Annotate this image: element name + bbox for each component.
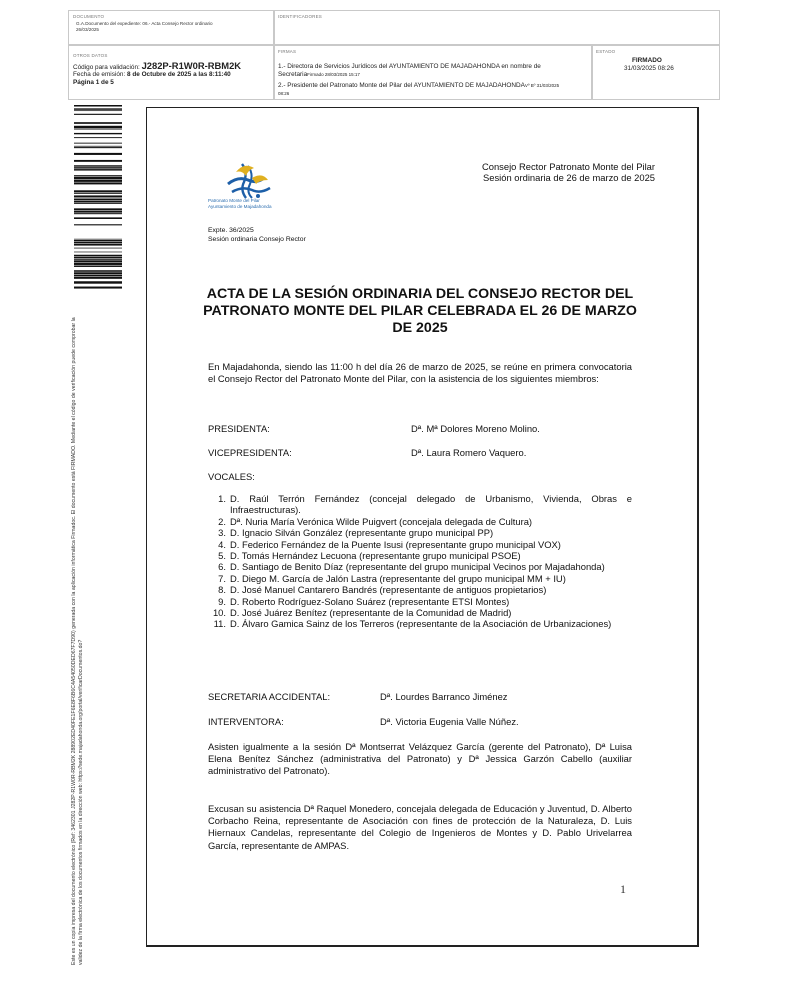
document-title: ACTA DE LA SESIÓN ORDINARIA DEL CONSEJO RECTOR DEL PATRONATO MONTE DEL PILAR CELEBRADA EL 26 DE MARZO DE 2025 [203,286,637,336]
page-number: 1 [620,882,626,896]
documento-label: DOCUMENTO [73,14,105,19]
excusan-paragraph: Excusan su asistencia Dª Raquel Monedero, concejala delegada de Educación y Juventud, D. Alberto Corbacho Reina, representante de Asociación con fines de protección de la Naturaleza, D. Luis Hiernaux Candelas, representante del Colegio de Ingenieros de Montes y D. Pablo Urivelarrea García, representante de AMPAS. [208,803,632,851]
logo-caption-line1: Patronato Monte del Pilar [208,198,260,203]
vicepresidenta-name: Dª. Laura Romero Vaquero. [411,447,527,458]
vocal-item [208,561,632,572]
firma-2-time: 08:26 [278,91,290,96]
firma-1-small: Firmado 28/03/2025 15:17 [307,72,360,77]
vocal-text: Dª. Nuria María Verónica Wilde Puigvert (concejala delegada de Cultura) [230,515,533,527]
vocal-text: D. Federico Fernández de la Puente Isusi (representante grupo municipal VOX) [230,538,561,550]
vocal-text: D. José Manuel Cantarero Bandrés (representante de antiguos propietarios) [230,584,547,596]
logo-caption-line2: Ayuntamiento de Majadahonda [208,203,272,209]
org-header-line2: Sesión ordinaria de 26 de marzo de 2025 [483,172,655,183]
vocal-text: D. Tomás Hernández Lecuona (representante grupo municipal PSOE) [230,550,521,562]
firma-2 [278,82,592,98]
vocal-number: 5. [218,550,226,562]
documento-date: 26/03/2025 [76,27,99,32]
vocal-number: 6. [218,561,226,573]
firma-2-small: Vº Bº 31/03/2025 [524,83,560,88]
vicepresidenta-label: VICEPRESIDENTA: [208,447,292,458]
vocal-text: D. Álvaro Gamica Sainz de los Terreros (representante de la Asociación de Urbanizaciones) [230,618,612,630]
vocal-text: D. Raúl Terrón Fernández (concejal delegado de Urbanismo, Vivienda, Obras e Infraestructuras). [230,493,632,516]
vocal-number: 1. [218,493,226,504]
validation-code-prefix: Código para validación: [73,64,142,71]
vocales-list [208,493,632,630]
vocal-number: 11. [213,618,226,630]
expediente-number: Expte. 36/2025 [208,227,254,234]
emission-date [73,71,231,79]
firma-2-main: 2.- Presidente del Patronato Monte del Pilar del AYUNTAMIENTO DE MAJADAHONDA [278,82,525,89]
emission-date-value: 8 de Octubre de 2025 a las 8:11:40 [127,71,231,78]
intro-paragraph: En Majadahonda, siendo las 11:00 h del día 26 de marzo de 2025, se reúne en primera convocatoria el Consejo Rector del Patronato Monte del Pilar, con la asistencia de los siguientes miembros: [208,361,632,385]
vocal-number: 10. [212,607,226,619]
logo-caption [208,198,272,209]
identificadores-label: IDENTIFICADORES [278,14,323,19]
vocal-item [208,573,632,584]
vocal-number: 2. [218,515,226,527]
vocal-number: 7. [218,572,226,584]
validation-code-value: J282P-R1W0R-RBM2K [141,60,242,71]
interventora-label: INTERVENTORA: [208,716,284,727]
vocal-item [208,527,632,538]
org-header-line1: Consejo Rector Patronato Monte del Pilar [481,161,655,172]
vocal-text: D. José Juárez Benítez (representante de la Comunidad de Madrid) [230,607,512,619]
secretaria-label: SECRETARIA ACCIDENTAL: [208,691,331,702]
vocal-number: 9. [218,595,226,607]
estado-date: 31/03/2025 08:26 [624,65,674,72]
vocal-text: D. Ignacio Silván González (representante grupo municipal PP) [230,527,494,539]
barcode-image [74,105,122,289]
vocales-label: VOCALES: [208,471,255,482]
vocal-number: 8. [218,584,226,596]
organization-header [440,161,655,183]
vocal-item [208,607,632,618]
emission-date-prefix: Fecha de emisión: [73,71,127,78]
presidenta-name: Dª. Mª Dolores Moreno Molino. [411,423,540,434]
header-identificadores-box [274,10,720,45]
vocal-item [208,550,632,561]
interventora-name: Dª. Victoria Eugenia Valle Núñez. [380,716,519,727]
otros-datos-label: OTROS DATOS [73,53,108,58]
vocal-number: 4. [218,538,226,550]
vocal-item [208,584,632,595]
expediente-info [208,226,306,244]
vocal-text: D. Diego M. García de Jalón Lastra (representante del grupo municipal MM + IU) [230,572,566,584]
vocal-item [208,539,632,550]
verification-side-text: Este es un copia impresa del documento electrónico (Ref: 3462301 J282P-R1W0R-RBM2K 288902ED40FE1F6E8F6B6C4A54050DED67F7D90) generada con la aplicación informática Firmadoc. El documento está FIRMADO. Mediante el código de verificación puede comprobar la validez de la firma electrónica de los documentos firmados en la dirección web: https://sede.majadahonda.org/portal/verificarDocumentos.do? [71,317,84,965]
firma-1-main: 1.- Directora de Servicios Jurídicos del AYUNTAMIENTO DE MAJADAHONDA en nombre de [278,63,541,70]
presidenta-label: PRESIDENTA: [208,423,270,434]
vocal-item [208,493,632,516]
page-count: Página 1 de 5 [73,79,114,86]
firmas-label: FIRMAS [278,49,297,54]
vocal-text: D. Roberto Rodríguez-Solano Suárez (representante ETSI Montes) [230,595,510,607]
documento-value: G.A.Documento del expediente: 06.- Acta Consejo Rector ordinario [76,21,213,26]
firma-1-sub: Secretaria [278,71,308,78]
vocal-item [208,618,632,629]
vocal-item [208,516,632,527]
firma-1 [278,63,590,79]
secretaria-name: Dª. Lourdes Barranco Jiménez [380,691,508,702]
estado-value: FIRMADO [632,57,662,64]
vocal-text: D. Santiago de Benito Díaz (representante del grupo municipal Vecinos por Majadahonda) [230,561,605,573]
estado-label: ESTADO [596,49,616,54]
expediente-session: Sesión ordinaria Consejo Rector [208,236,306,244]
asisten-paragraph: Asisten igualmente a la sesión Dª Montserrat Velázquez García (gerente del Patronato), Dª Luisa Elena Benítez Sánchez (administrativa del Patronato) y Dª Jessica Garzón Cabello (auxiliar administrativo del Patronato). [208,741,632,777]
vocal-number: 3. [218,527,226,539]
vocal-item [208,596,632,607]
